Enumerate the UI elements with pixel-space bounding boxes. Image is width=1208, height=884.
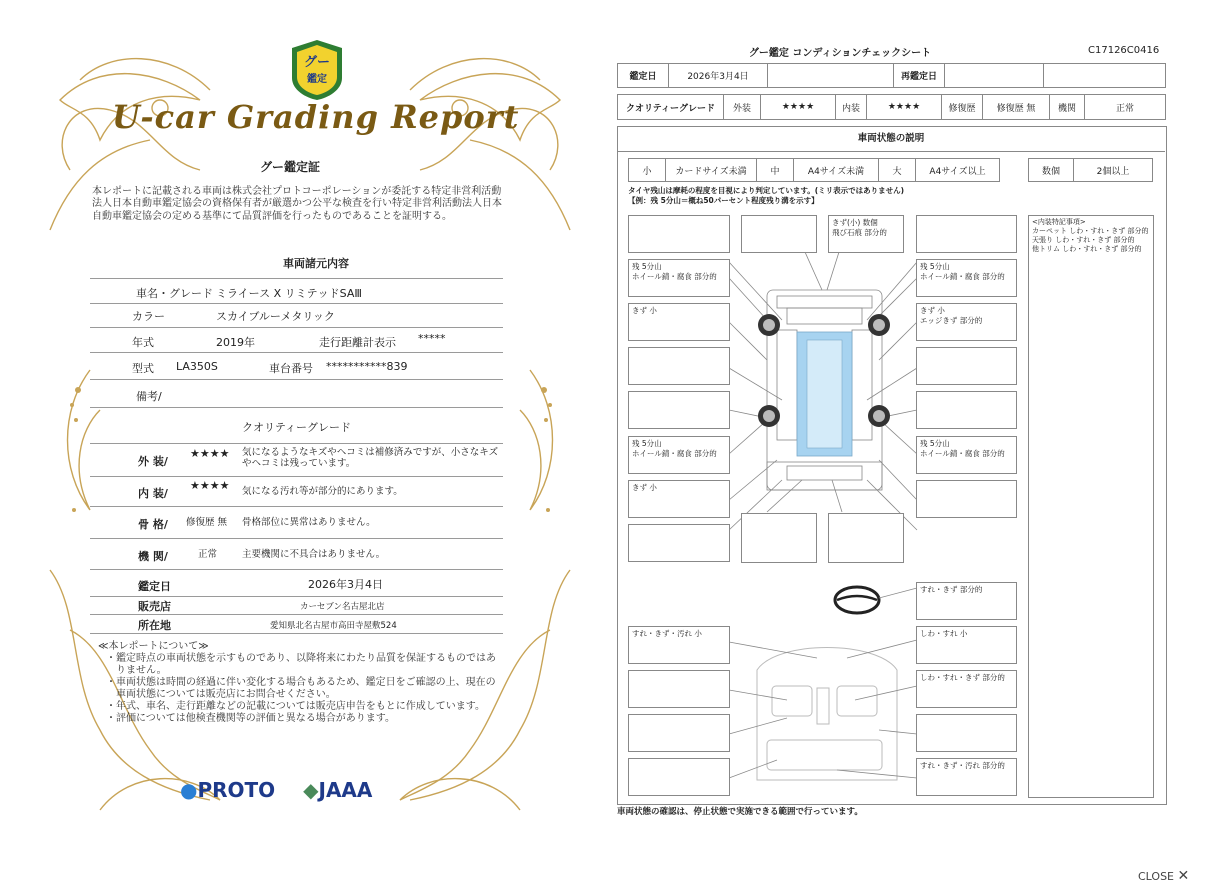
jaaa-logo-icon: ◆ xyxy=(303,778,319,802)
damage-box-right-rear-wheel: 残 5分山 ホイール錆・腐食 部分的 xyxy=(916,436,1017,474)
footer-logos xyxy=(180,778,372,802)
damage-box-bottom-right xyxy=(828,513,904,563)
address-label: 所在地 xyxy=(138,619,171,632)
shop-value: カーセブン名古屋北店 xyxy=(300,602,385,612)
quality-title: クオリティーグレード xyxy=(242,421,351,434)
year-value: 2019年 xyxy=(216,336,255,349)
note-item: ・車両状態は時間の経過に伴い変化する場合もあるため、鑑定日をご確認の上、現在の車両状態については販売店にお問合せください。 xyxy=(106,677,496,700)
state-title: 車両状態の説明 xyxy=(617,126,1165,152)
damage-box-left-1 xyxy=(628,215,730,253)
color-value: スカイブルーメタリック xyxy=(216,310,335,323)
damage-box-interior-left-2 xyxy=(628,670,730,708)
sheet-footer-note: 車両状態の確認は、停止状態で実施できる範囲で行っています。 xyxy=(617,807,863,817)
repair-value: 修復歴 無 xyxy=(983,95,1050,120)
interior-stars: ★★★★ xyxy=(190,479,230,492)
proto-logo: PROTO xyxy=(197,778,276,802)
damage-box-right-front-wheel: 残 5分山 ホイール錆・腐食 部分的 xyxy=(916,259,1017,297)
engine-value: 正常 xyxy=(198,549,218,560)
engine-desc: 主要機関に不具合はありません。 xyxy=(242,549,386,560)
address-value: 愛知県北名古屋市高田寺屋敷524 xyxy=(270,621,397,631)
appraisal-date-row xyxy=(90,569,503,597)
color-row xyxy=(90,302,503,328)
exterior-row xyxy=(90,443,503,477)
tire-note-1: タイヤ残山は摩耗の程度を目視により判定しています。(ミリ表示ではありません) xyxy=(628,186,905,195)
damage-box-interior-right-2: しわ・すれ・きず 部分的 xyxy=(916,670,1017,708)
count-label: 数個 xyxy=(1029,159,1074,182)
note-item: ・年式、車名、走行距離などの記載については販売店申告をもとに作成しています。 xyxy=(106,701,485,712)
damage-box-right-2: きず 小 エッジきず 部分的 xyxy=(916,303,1017,341)
svg-text:鑑定: 鑑定 xyxy=(307,74,327,85)
appraisal-date-label: 鑑定日 xyxy=(138,580,171,593)
damage-box-interior-left-3 xyxy=(628,714,730,752)
quality-title-row xyxy=(90,407,503,444)
damage-box-right-3 xyxy=(916,347,1017,385)
goo-kantei-badge xyxy=(288,38,346,102)
model-row xyxy=(90,352,503,380)
damage-box-right-4 xyxy=(916,391,1017,429)
damage-box-interior-left-4 xyxy=(628,758,730,796)
chassis-label: 車台番号 xyxy=(269,362,313,375)
frame-row xyxy=(90,506,503,539)
spec-section-title: 車両諸元内容 xyxy=(283,257,349,270)
ext-stars: ★★★★ xyxy=(761,95,836,120)
address-row xyxy=(90,614,503,634)
exterior-label: 外 装/ xyxy=(138,455,168,468)
int-label: 内装 xyxy=(836,95,867,120)
sheet-engine-value: 正常 xyxy=(1085,95,1166,120)
sheet-engine-label: 機関 xyxy=(1050,95,1085,120)
damage-box-left-rear-wheel: 残 5分山 ホイール錆・腐食 部分的 xyxy=(628,436,730,474)
year-label: 年式 xyxy=(132,336,154,349)
damage-box-left-4 xyxy=(628,391,730,429)
close-icon: ✕ xyxy=(1177,868,1190,884)
exterior-stars: ★★★★ xyxy=(190,447,230,460)
interior-desc: 気になる汚れ等が部分的にあります。 xyxy=(242,486,403,497)
notes-title: ≪本レポートについて≫ xyxy=(98,641,209,652)
count-legend xyxy=(1028,158,1153,182)
interior-label: 内 装/ xyxy=(138,487,168,500)
year-row xyxy=(90,327,503,353)
size-large: 大 xyxy=(879,159,916,182)
engine-row xyxy=(90,538,503,570)
odometer-value: ***** xyxy=(418,332,446,345)
size-large-desc: A4サイズ以上 xyxy=(916,159,1000,182)
reappraisal-label: 再鑑定日 xyxy=(894,64,945,88)
repair-label: 修復歴 xyxy=(942,95,983,120)
close-button[interactable] xyxy=(1138,868,1189,884)
remarks-row xyxy=(90,379,503,408)
note-item: ・鑑定時点の車両状態を示すものであり、以降将来にわたり品質を保証するものではありません。 xyxy=(106,653,496,676)
car-name-value: ミライース X リミテッドSAⅢ xyxy=(216,287,362,300)
damage-box-interior-right-4: すれ・きず・汚れ 部分的 xyxy=(916,758,1017,796)
interior-row xyxy=(90,476,503,507)
ext-label: 外装 xyxy=(724,95,761,120)
frame-label: 骨 格/ xyxy=(138,518,168,531)
certificate-subtitle: グー鑑定証 xyxy=(259,160,320,174)
certificate-intro: 本レポートに記載される車両は株式会社プロトコーポレーションが委託する特定非営利活動法人日本自動車鑑定協会の資格保有者が厳選かつ公平な検査を行い特定非営利活動法人日本自動車鑑定協会の定める基準にて品質評価を行ったものであることを証明する。 xyxy=(92,186,502,222)
close-label: CLOSE xyxy=(1138,870,1175,883)
damage-box-interior-right-1: しわ・すれ 小 xyxy=(916,626,1017,664)
damage-box-left-front-wheel: 残 5分山 ホイール錆・腐食 部分的 xyxy=(628,259,730,297)
car-name-label: 車名・グレード xyxy=(136,287,213,300)
check-sheet-code: C17126C0416 xyxy=(1088,45,1160,56)
damage-box-left-3 xyxy=(628,347,730,385)
damage-box-steering: すれ・きず 部分的 xyxy=(916,582,1017,620)
size-small: 小 xyxy=(629,159,666,182)
damage-box-top-left xyxy=(741,215,817,253)
count-desc: 2個以上 xyxy=(1074,159,1153,182)
exterior-desc: 気になるようなキズやヘコミは補修済みですが、小さなキズやヘコミは残っています。 xyxy=(242,447,499,469)
size-mid-desc: A4サイズ未満 xyxy=(794,159,879,182)
sheet-date-label: 鑑定日 xyxy=(618,64,669,88)
damage-box-right-5 xyxy=(916,480,1017,518)
size-small-desc: カードサイズ未満 xyxy=(666,159,757,182)
remarks-label: 備考/ xyxy=(136,390,162,403)
report-notes xyxy=(98,641,504,725)
damage-box-left-rear: きず 小 xyxy=(628,480,730,518)
int-stars: ★★★★ xyxy=(867,95,942,120)
shop-label: 販売店 xyxy=(138,600,171,613)
size-mid: 中 xyxy=(757,159,794,182)
steering-wheel-icon xyxy=(835,587,879,613)
color-label: カラー xyxy=(132,310,165,323)
car-name-row xyxy=(90,278,503,304)
interior-notes: <内装特記事項> カーペット しわ・すれ・きず 部分的 天張り しわ・すれ・きず 部分的 他トリム しわ・すれ・きず 部分的 xyxy=(1028,215,1154,798)
damage-box-interior-right-3 xyxy=(916,714,1017,752)
check-sheet-title: グー鑑定 コンディションチェックシート xyxy=(748,48,932,59)
size-legend xyxy=(628,158,1000,182)
note-item: ・評価については他検査機関等の評価と異なる場合があります。 xyxy=(106,713,395,724)
model-label: 型式 xyxy=(132,362,154,375)
jaaa-logo: JAAA xyxy=(318,778,373,802)
odometer-label: 走行距離計表示 xyxy=(319,336,396,349)
frame-desc: 骨格部位に異常はありません。 xyxy=(242,517,376,528)
appraisal-date-value: 2026年3月4日 xyxy=(308,578,383,591)
grade-label: クオリティーグレード xyxy=(618,95,724,120)
damage-box-left-2: きず 小 xyxy=(628,303,730,341)
frame-value: 修復歴 無 xyxy=(186,517,228,528)
grade-table xyxy=(617,94,1166,120)
damage-box-left-5 xyxy=(628,524,730,562)
model-value: LA350S xyxy=(176,360,218,373)
tire-note-2: 【例：残 5分山＝概ね50パーセント程度残り溝を示す】 xyxy=(628,196,819,205)
sheet-date-value: 2026年3月4日 xyxy=(669,64,768,88)
engine-label: 機 関/ xyxy=(138,550,168,563)
date-table xyxy=(617,63,1166,88)
proto-logo-icon: ● xyxy=(180,778,198,802)
damage-box-right-1 xyxy=(916,215,1017,253)
svg-text:グー: グー xyxy=(303,55,331,70)
damage-box-top-center: きず(小) 数個 飛び石痕 部分的 xyxy=(828,215,904,253)
damage-box-interior-left-1: すれ・きず・汚れ 小 xyxy=(628,626,730,664)
damage-box-bottom-left xyxy=(741,513,817,563)
shop-row xyxy=(90,596,503,615)
chassis-value: ***********839 xyxy=(326,360,408,373)
report-title: U-car Grading Report xyxy=(112,98,520,136)
